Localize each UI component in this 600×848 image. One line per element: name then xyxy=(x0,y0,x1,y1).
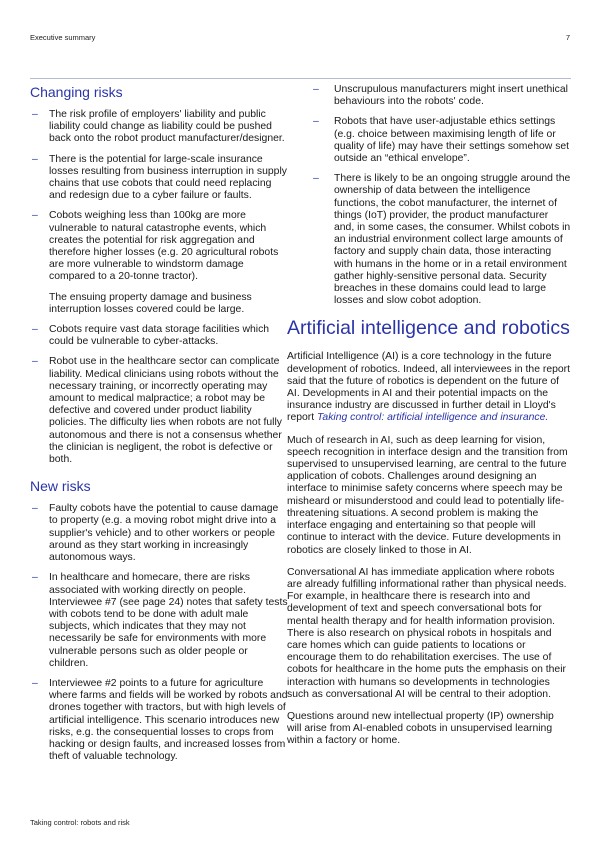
ai-section-heading: Artificial intelligence and robotics xyxy=(287,317,570,340)
list-item: – Cobots require vast data storage facilities which could be vulnerable to cyber-attacks. xyxy=(30,324,288,348)
changing-risks-heading: Changing risks xyxy=(30,84,123,100)
list-item: – Robot use in the healthcare sector can complicate liability. Medical clinicians using robots without the necessary training, or incorrectly operating may amount to medical malpractice; a robot may be defective and covered under product liability policies. The difficulty lies when robots are not fully autonomous and there is not a consensus whether the clinician is negligent, the robot is defective or both. xyxy=(30,356,288,466)
footer-text: Taking control: robots and risk xyxy=(30,818,130,827)
list-item: – The risk profile of employers' liability and public liability could change as liability could be pushed back onto the robot product manufacturer/designer. xyxy=(30,109,288,146)
list-continuation: The ensuing property damage and business interruption losses covered could be large. xyxy=(49,291,252,315)
new-risks-list xyxy=(30,503,288,763)
list-item: – In healthcare and homecare, there are risks associated with working directly on people. Interviewee #7 (see page 24) notes that safety tests with cobots tend to be done with adult male subjects, which indicates that they may not necessarily be safe for environments with more vulnerable persons such as older people or children. xyxy=(30,572,288,670)
ai-paragraph-1-text: Artificial Intelligence (AI) is a core technology in the future development of robotics. Indeed, all interviewees in the report said that the future of robotics is dependent on the future of AI. Developments in AI and their potential impacts on the insurance industry are discussed in further detail in Lloyd's report xyxy=(287,351,571,424)
report-link[interactable]: Taking control: artificial intelligence and insurance. xyxy=(317,412,549,424)
ai-paragraph-2: Much of research in AI, such as deep learning for vision, speech recognition in interface design and the transition from supervised to unsupervised learning, are central to the future application of cobots. Challenges around designing an interface to minimise safety concerns where speech may be misheard or misunderstood and could lead to potentially life-threatening situations. A second problem is making the interface engaging and entertaining so that people will continue to interact with the device. Future developments in robotics are closely linked to those in AI. xyxy=(287,434,568,556)
list-item: – There is the potential for large-scale insurance losses resulting from business interruption in supply chains that use cobots that could need replacing and redesign due to a cyber failure or faults. xyxy=(30,154,288,203)
right-risks-list xyxy=(311,84,571,307)
left-column xyxy=(30,84,288,771)
changing-risks-list xyxy=(30,109,288,284)
ai-paragraph-1 xyxy=(287,351,571,424)
header-divider xyxy=(30,78,571,79)
right-column xyxy=(287,84,571,758)
ai-paragraph-4: Questions around new intellectual property (IP) ownership will arise from AI-enabled cobots in unsupervised learning within a factory or home. xyxy=(287,710,554,747)
running-head: Executive summary xyxy=(30,33,96,42)
list-item: – Faulty cobots have the potential to cause damage to property (e.g. a moving robot might drive into a supplier's vehicle) and to other workers or people around as they start working in increasingly autonomous ways. xyxy=(30,503,288,564)
list-item: – Robots that have user-adjustable ethics settings (e.g. choice between maximising length of life or quality of life) may have their settings somehow set outside an “ethical envelope”. xyxy=(311,116,571,165)
list-item: – Interviewee #2 points to a future for agriculture where farms and fields will be worked by robots and drones together with tractors, but with high levels of artificial intelligence. This scenario introduces new risks, e.g. the consequential losses to crops from hacking or design faults, and increased losses from theft of valuable technology. xyxy=(30,678,288,763)
list-item: – Unscrupulous manufacturers might insert unethical behaviours into the robots' code. xyxy=(311,84,571,108)
list-item: – Cobots weighing less than 100kg are more vulnerable to natural catastrophe events, which creates the potential for risk aggregation and therefore higher losses (e.g. 20 agricultural robots are more vulnerable to windstorm damage compared to a 20-tonne tractor). xyxy=(30,210,288,283)
page-number: 7 xyxy=(565,33,570,42)
list-item: – There is likely to be an ongoing struggle around the ownership of data between the intelligence functions, the cobot manufacturer, the internet of things (IoT) provider, the product manufacturer and, in some cases, the consumer. Whilst cobots in an industrial environment collect large amounts of factory and supply chain data, those interacting with humans in the home or in a retail environment gather highly-sensitive personal data. Security breaches in these domains could lead to large losses and slow cobot adoption. xyxy=(311,173,571,307)
ai-paragraph-3: Conversational AI has immediate application where robots are already fulfilling informational rather than physical needs. For example, in healthcare there is research into and development of text and speech conversational bots for mental health therapy and for health information provision. There is also research on physical robots in hospitals and care homes which can guide patients to locations or encourage them to do rehabilitation exercises. The use of cobots for healthcare in the home puts the emphasis on their interaction with humans so developments in technologies such as conversational AI will be central to their adoption. xyxy=(287,566,567,700)
changing-risks-list-cont xyxy=(30,324,288,466)
new-risks-heading: New risks xyxy=(30,478,91,495)
